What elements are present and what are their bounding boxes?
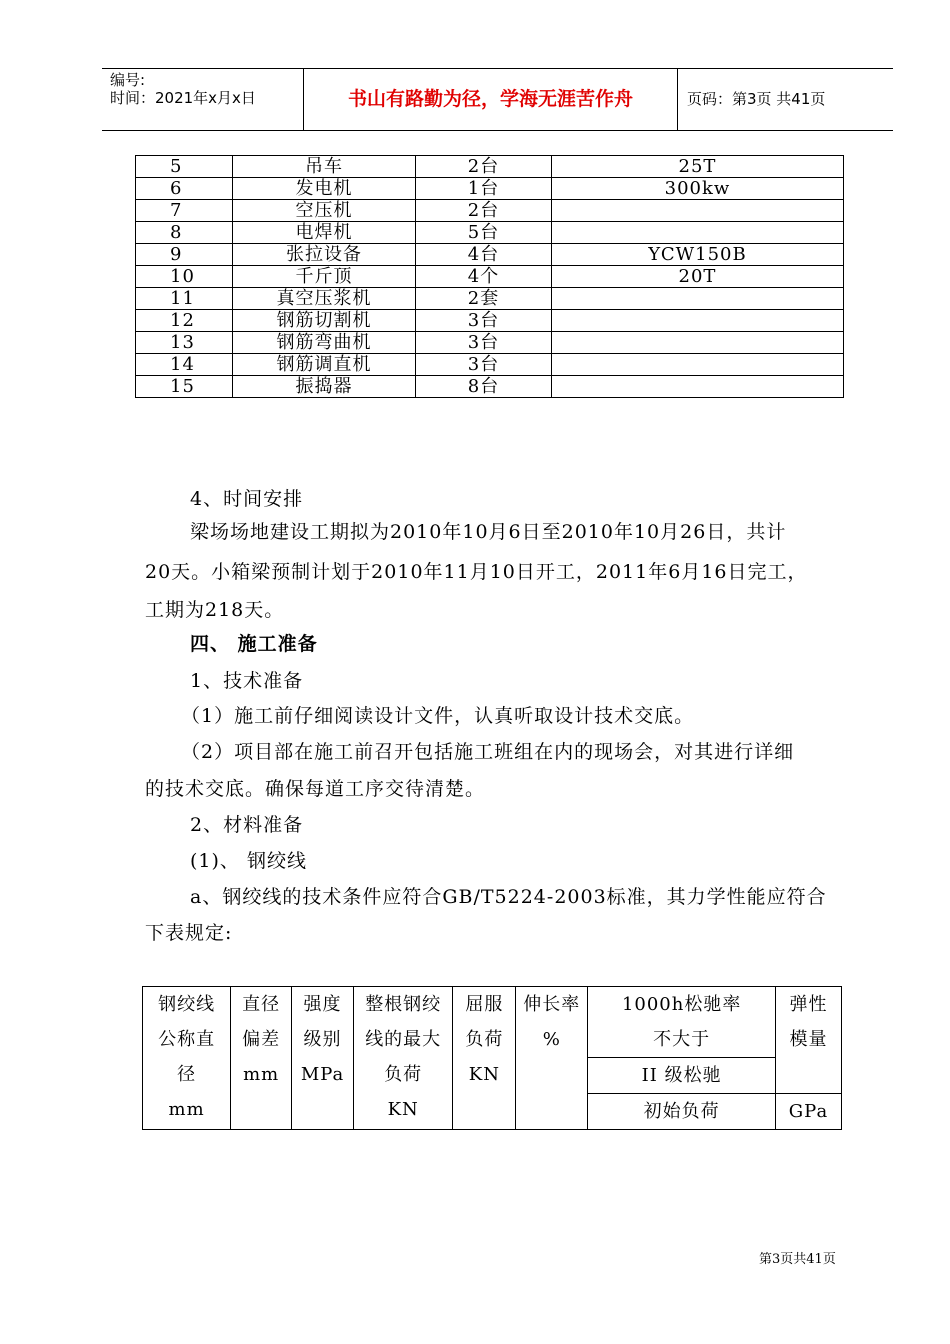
number-label: 编号:: [110, 71, 146, 89]
col-strength-grade: 强度 级别 MPa: [292, 987, 354, 1130]
page-header: [102, 68, 893, 131]
equipment-name: 发电机: [233, 178, 416, 200]
equipment-qty: 8台: [416, 376, 552, 398]
table-row: [136, 376, 844, 398]
equipment-qty: 3台: [416, 332, 552, 354]
equipment-qty: 2套: [416, 288, 552, 310]
subsection-title: 1、技术准备: [190, 670, 304, 692]
equipment-spec: YCW150B: [552, 244, 844, 266]
page-footer: 第3页共41页: [759, 1252, 836, 1267]
equipment-qty: 2台: [416, 156, 552, 178]
equipment-no: 10: [136, 266, 233, 288]
equipment-spec: 20T: [552, 266, 844, 288]
equipment-name: 真空压浆机: [233, 288, 416, 310]
relaxation-class: II 级松驰: [588, 1058, 776, 1094]
equipment-name: 电焊机: [233, 222, 416, 244]
equipment-qty: 3台: [416, 354, 552, 376]
paragraph-line: a、钢绞线的技术条件应符合GB/T5224-2003标准，其力学性能应符合: [190, 886, 827, 908]
table-row: [136, 288, 844, 310]
table-row: [136, 266, 844, 288]
equipment-spec: [552, 200, 844, 222]
item-title: (1)、 钢绞线: [190, 850, 307, 872]
equipment-name: 吊车: [233, 156, 416, 178]
header-page-label: 页码：第3页 共41页: [687, 90, 826, 108]
table-row: [136, 332, 844, 354]
col-max-load: 整根钢绞 线的最大 负荷 KN: [353, 987, 452, 1130]
time-label: 时间：2021年x月x日: [110, 89, 256, 107]
table-row: [136, 354, 844, 376]
equipment-no: 5: [136, 156, 233, 178]
equipment-qty: 1台: [416, 178, 552, 200]
col-relaxation: 1000h松驰率 不大于: [588, 987, 776, 1058]
col-yield-load: 屈服 负荷 KN: [453, 987, 516, 1130]
equipment-table: [135, 155, 844, 398]
header-slogan: 书山有路勤为径，学海无涯苦作舟: [304, 69, 678, 130]
equipment-qty: 2台: [416, 200, 552, 222]
equipment-qty: 4台: [416, 244, 552, 266]
equipment-qty: 5台: [416, 222, 552, 244]
equipment-spec: [552, 288, 844, 310]
equipment-no: 15: [136, 376, 233, 398]
equipment-name: 张拉设备: [233, 244, 416, 266]
header-meta: [102, 69, 304, 130]
strand-spec-table: [142, 986, 842, 1130]
equipment-spec: 25T: [552, 156, 844, 178]
table-row: [136, 222, 844, 244]
equipment-name: 空压机: [233, 200, 416, 222]
equipment-name: 钢筋切割机: [233, 310, 416, 332]
col-elastic-modulus: 弹性 模量: [775, 987, 841, 1094]
equipment-spec: [552, 310, 844, 332]
table-row: [136, 200, 844, 222]
paragraph-line: 下表规定:: [145, 922, 233, 944]
table-row: [136, 244, 844, 266]
col-diameter-deviation: 直径 偏差 mm: [231, 987, 292, 1130]
equipment-spec: [552, 354, 844, 376]
paragraph-line: 20天。小箱梁预制计划于2010年11月10日开工，2011年6月16日完工，: [145, 561, 808, 583]
paragraph-line: 工期为218天。: [145, 599, 285, 621]
equipment-spec: [552, 222, 844, 244]
equipment-name: 振捣器: [233, 376, 416, 398]
section-heading: 四、 施工准备: [190, 633, 318, 655]
equipment-no: 12: [136, 310, 233, 332]
subsection-title: 2、材料准备: [190, 814, 304, 836]
equipment-no: 7: [136, 200, 233, 222]
equipment-qty: 4个: [416, 266, 552, 288]
col-elongation: 伸长率 %: [516, 987, 588, 1130]
equipment-no: 9: [136, 244, 233, 266]
equipment-spec: [552, 332, 844, 354]
table-row: [136, 178, 844, 200]
equipment-qty: 3台: [416, 310, 552, 332]
equipment-no: 6: [136, 178, 233, 200]
table-row: [136, 156, 844, 178]
equipment-spec: [552, 376, 844, 398]
equipment-name: 钢筋弯曲机: [233, 332, 416, 354]
paragraph-line: （2）项目部在施工前召开包括施工班组在内的现场会，对其进行详细: [181, 741, 795, 763]
equipment-spec: 300kw: [552, 178, 844, 200]
table-row: [136, 310, 844, 332]
equipment-no: 11: [136, 288, 233, 310]
initial-load: 初始负荷: [588, 1094, 776, 1130]
equipment-no: 13: [136, 332, 233, 354]
equipment-no: 8: [136, 222, 233, 244]
equipment-name: 钢筋调直机: [233, 354, 416, 376]
modulus-unit: GPa: [775, 1094, 841, 1130]
section-4-title: 4、时间安排: [190, 488, 304, 510]
paragraph-line: 梁场场地建设工期拟为2010年10月6日至2010年10月26日，共计: [190, 521, 787, 543]
paragraph-line: 的技术交底。确保每道工序交待清楚。: [145, 778, 486, 800]
equipment-name: 千斤顶: [233, 266, 416, 288]
paragraph-line: （1）施工前仔细阅读设计文件，认真听取设计技术交底。: [181, 705, 695, 727]
equipment-no: 14: [136, 354, 233, 376]
col-nominal-diameter: 钢绞线 公称直 径 mm: [143, 987, 231, 1130]
